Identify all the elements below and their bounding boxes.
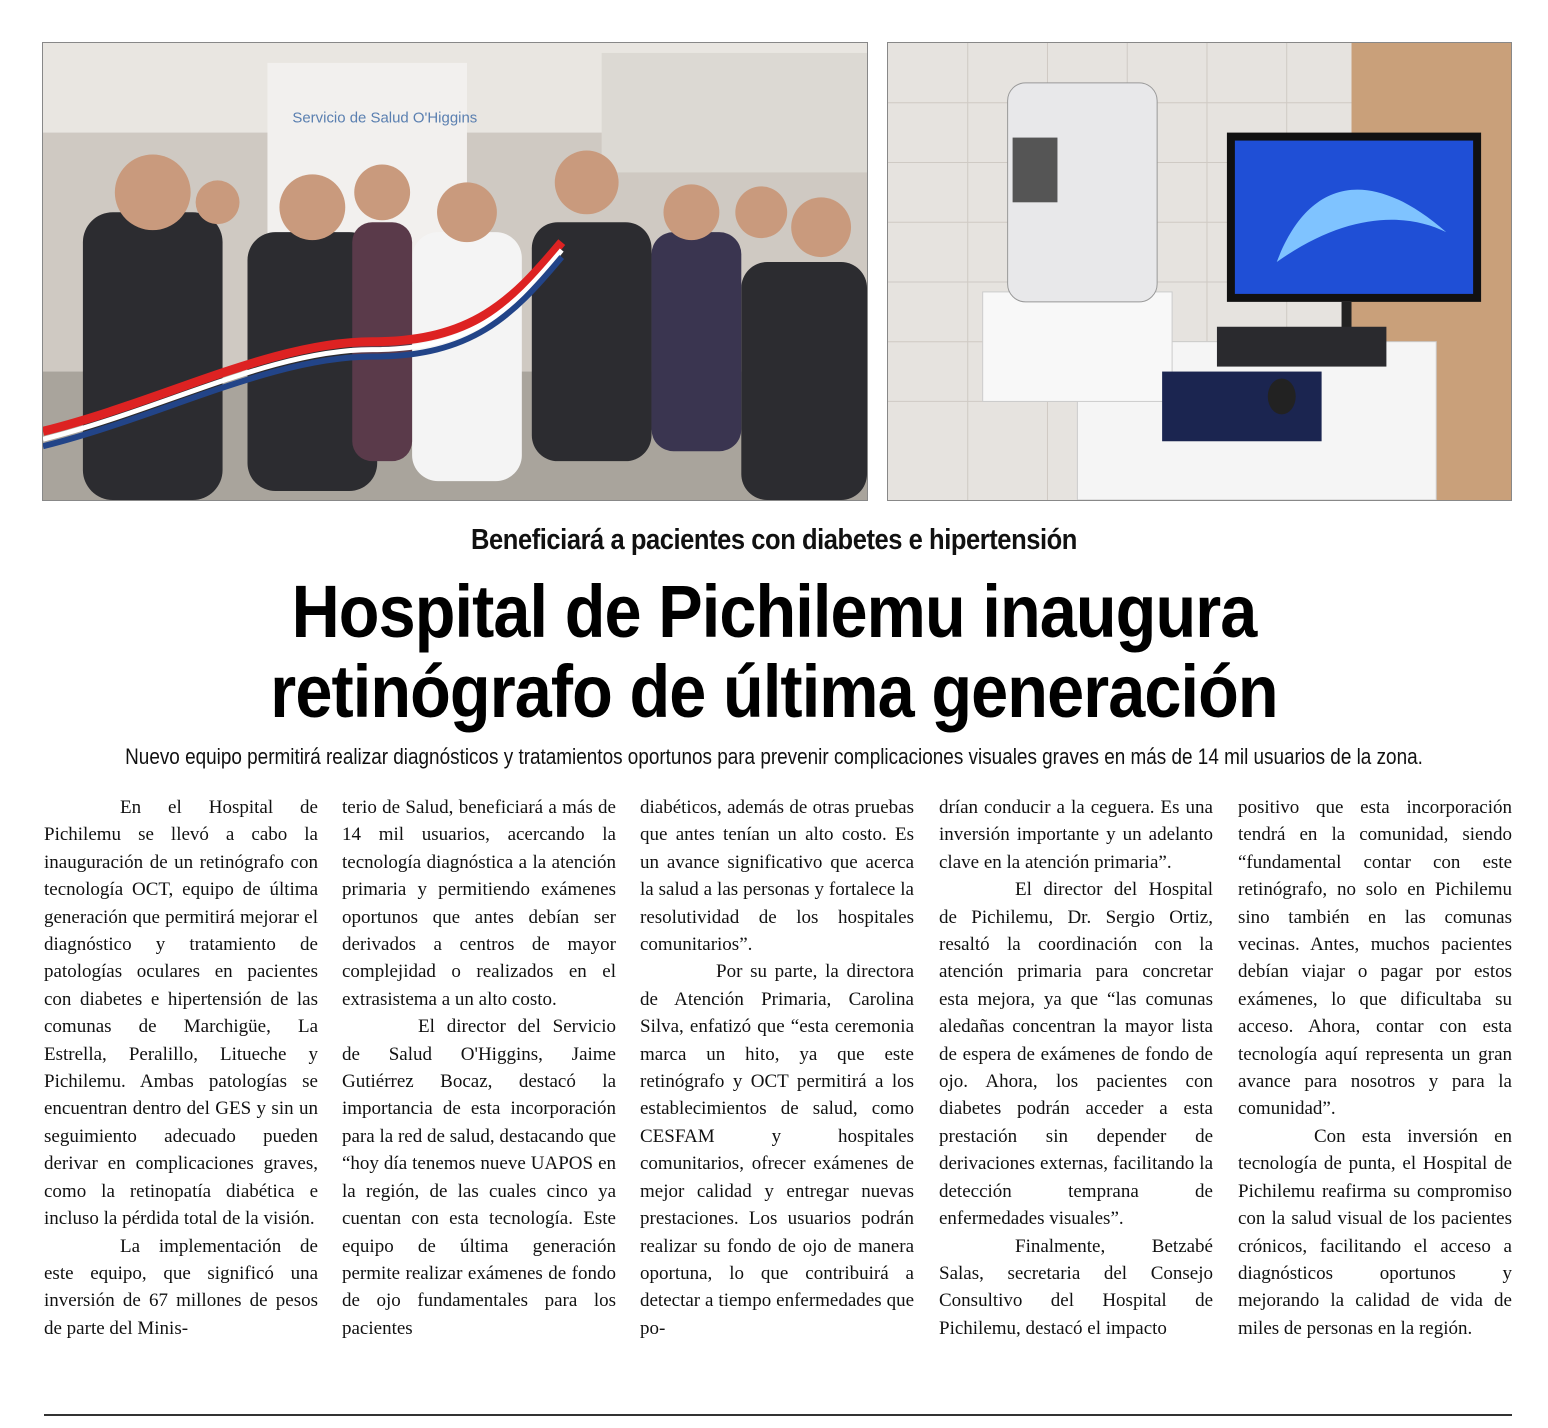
ceremony-photo: [42, 42, 868, 501]
paragraph: La implementación de este equipo, que significó una inversión de 67 millones de pesos de parte del Minis-: [44, 1235, 318, 1339]
bottom-rule: [44, 1414, 1512, 1416]
article-column-1: [44, 794, 318, 1342]
article-column-4: [939, 794, 1213, 1342]
article-column-3: [640, 794, 914, 1342]
paragraph: Finalmente, Betzabé Salas, secretaria del Consejo Consultivo del Hospital de Pichilemu, destacó el impacto: [939, 1235, 1213, 1339]
article-column-5: [1238, 794, 1512, 1342]
article-column-2: [342, 794, 616, 1342]
paragraph: diabéticos, además de otras pruebas que antes tenían un alto costo. Es un avance significativo que acerca la salud a las personas y fortalece la resolutividad de los hospitales comunitarios”.: [640, 797, 914, 956]
retinograph-photo-graphic: [888, 43, 1511, 500]
article-subhead: Nuevo equipo permitirá realizar diagnósticos y tratamientos oportunos para prevenir complicaciones visuales graves en más de 14 mil usuarios de la zona.: [125, 744, 1423, 769]
paragraph: terio de Salud, beneficiará a más de 14 mil usuarios, acercando la tecnología diagnóstica a la atención primaria y permitiendo exámenes oportunos que antes debían ser derivados a centros de mayor complejidad o realizados en el extrasistema a un alto costo.: [342, 797, 616, 1010]
article-headline: [0, 572, 1548, 732]
article-kicker: Beneficiará a pacientes con diabetes e hipertensión: [471, 524, 1077, 556]
paragraph: El director del Servicio de Salud O'Higgins, Jaime Gutiérrez Bocaz, destacó la importancia de esta incorporación para la red de salud, destacando que “hoy día tenemos nueve UAPOS en la región, de las cuales cinco ya cuentan con esta tecnología. Este equipo de última generación permite realizar exámenes de fondo de ojo fundamentales para los pacientes: [342, 1016, 616, 1339]
retinograph-photo: [887, 42, 1512, 501]
paragraph: En el Hospital de Pichilemu se llevó a cabo la inauguración de un retinógrafo con tecnología OCT, equipo de última generación que permitirá mejorar el diagnóstico y tratamiento de patologías oculares en pacientes con diabetes e hipertensión de las comunas de Marchigüe, La Estrella, Peralillo, Litueche y Pichilemu. Ambas patologías se encuentran dentro del GES y sin un seguimiento adecuado pueden derivar en complicaciones graves, como la retinopatía diabética e incluso la pérdida total de la visión.: [44, 797, 318, 1230]
paragraph: drían conducir a la ceguera. Es una inversión importante y un adelanto clave en la atención primaria”.: [939, 797, 1213, 873]
paragraph: positivo que esta incorporación tendrá en la comunidad, siendo “fundamental contar con este retinógrafo, no solo en Pichilemu sino también en las comunas vecinas. Antes, muchos pacientes debían viajar o pagar por estos exámenes, lo que dificultaba su acceso. Ahora, contar con esta tecnología aquí representa un gran avance para nosotros y para la comunidad”.: [1238, 797, 1512, 1120]
ceremony-photo-graphic: [43, 43, 867, 500]
headline-line-2: retinógrafo de última generación: [270, 650, 1278, 733]
paragraph: El director del Hospital de Pichilemu, Dr. Sergio Ortiz, resaltó la coordinación con la atención primaria para concretar esta mejora, ya que “las comunas aledañas concentran la mayor lista de espera de exámenes de fondo de ojo. Ahora, los pacientes con diabetes podrán acceder a esta prestación sin depender de derivaciones externas, facilitando la detección temprana de enfermedades visuales”.: [939, 879, 1213, 1230]
paragraph: Por su parte, la directora de Atención Primaria, Carolina Silva, enfatizó que “esta ceremonia marca un hito, ya que este retinógrafo y OCT permitirá a los establecimientos de salud, como CESFAM y hospitales comunitarios, ofrecer exámenes de mejor calidad y entregar nuevas prestaciones. Los usuarios podrán realizar su fondo de ojo de manera oportuna, lo que contribuirá a detectar a tiempo enfermedades que po-: [640, 961, 914, 1339]
paragraph: Con esta inversión en tecnología de punta, el Hospital de Pichilemu reafirma su compromiso con la salud visual de los pacientes crónicos, facilitando el acceso a diagnósticos oportunos y mejorando la calidad de vida de miles de personas en la región.: [1238, 1125, 1512, 1339]
banner-text: Servicio de Salud O'Higgins: [292, 109, 478, 127]
headline-line-1: Hospital de Pichilemu inaugura: [291, 570, 1257, 653]
